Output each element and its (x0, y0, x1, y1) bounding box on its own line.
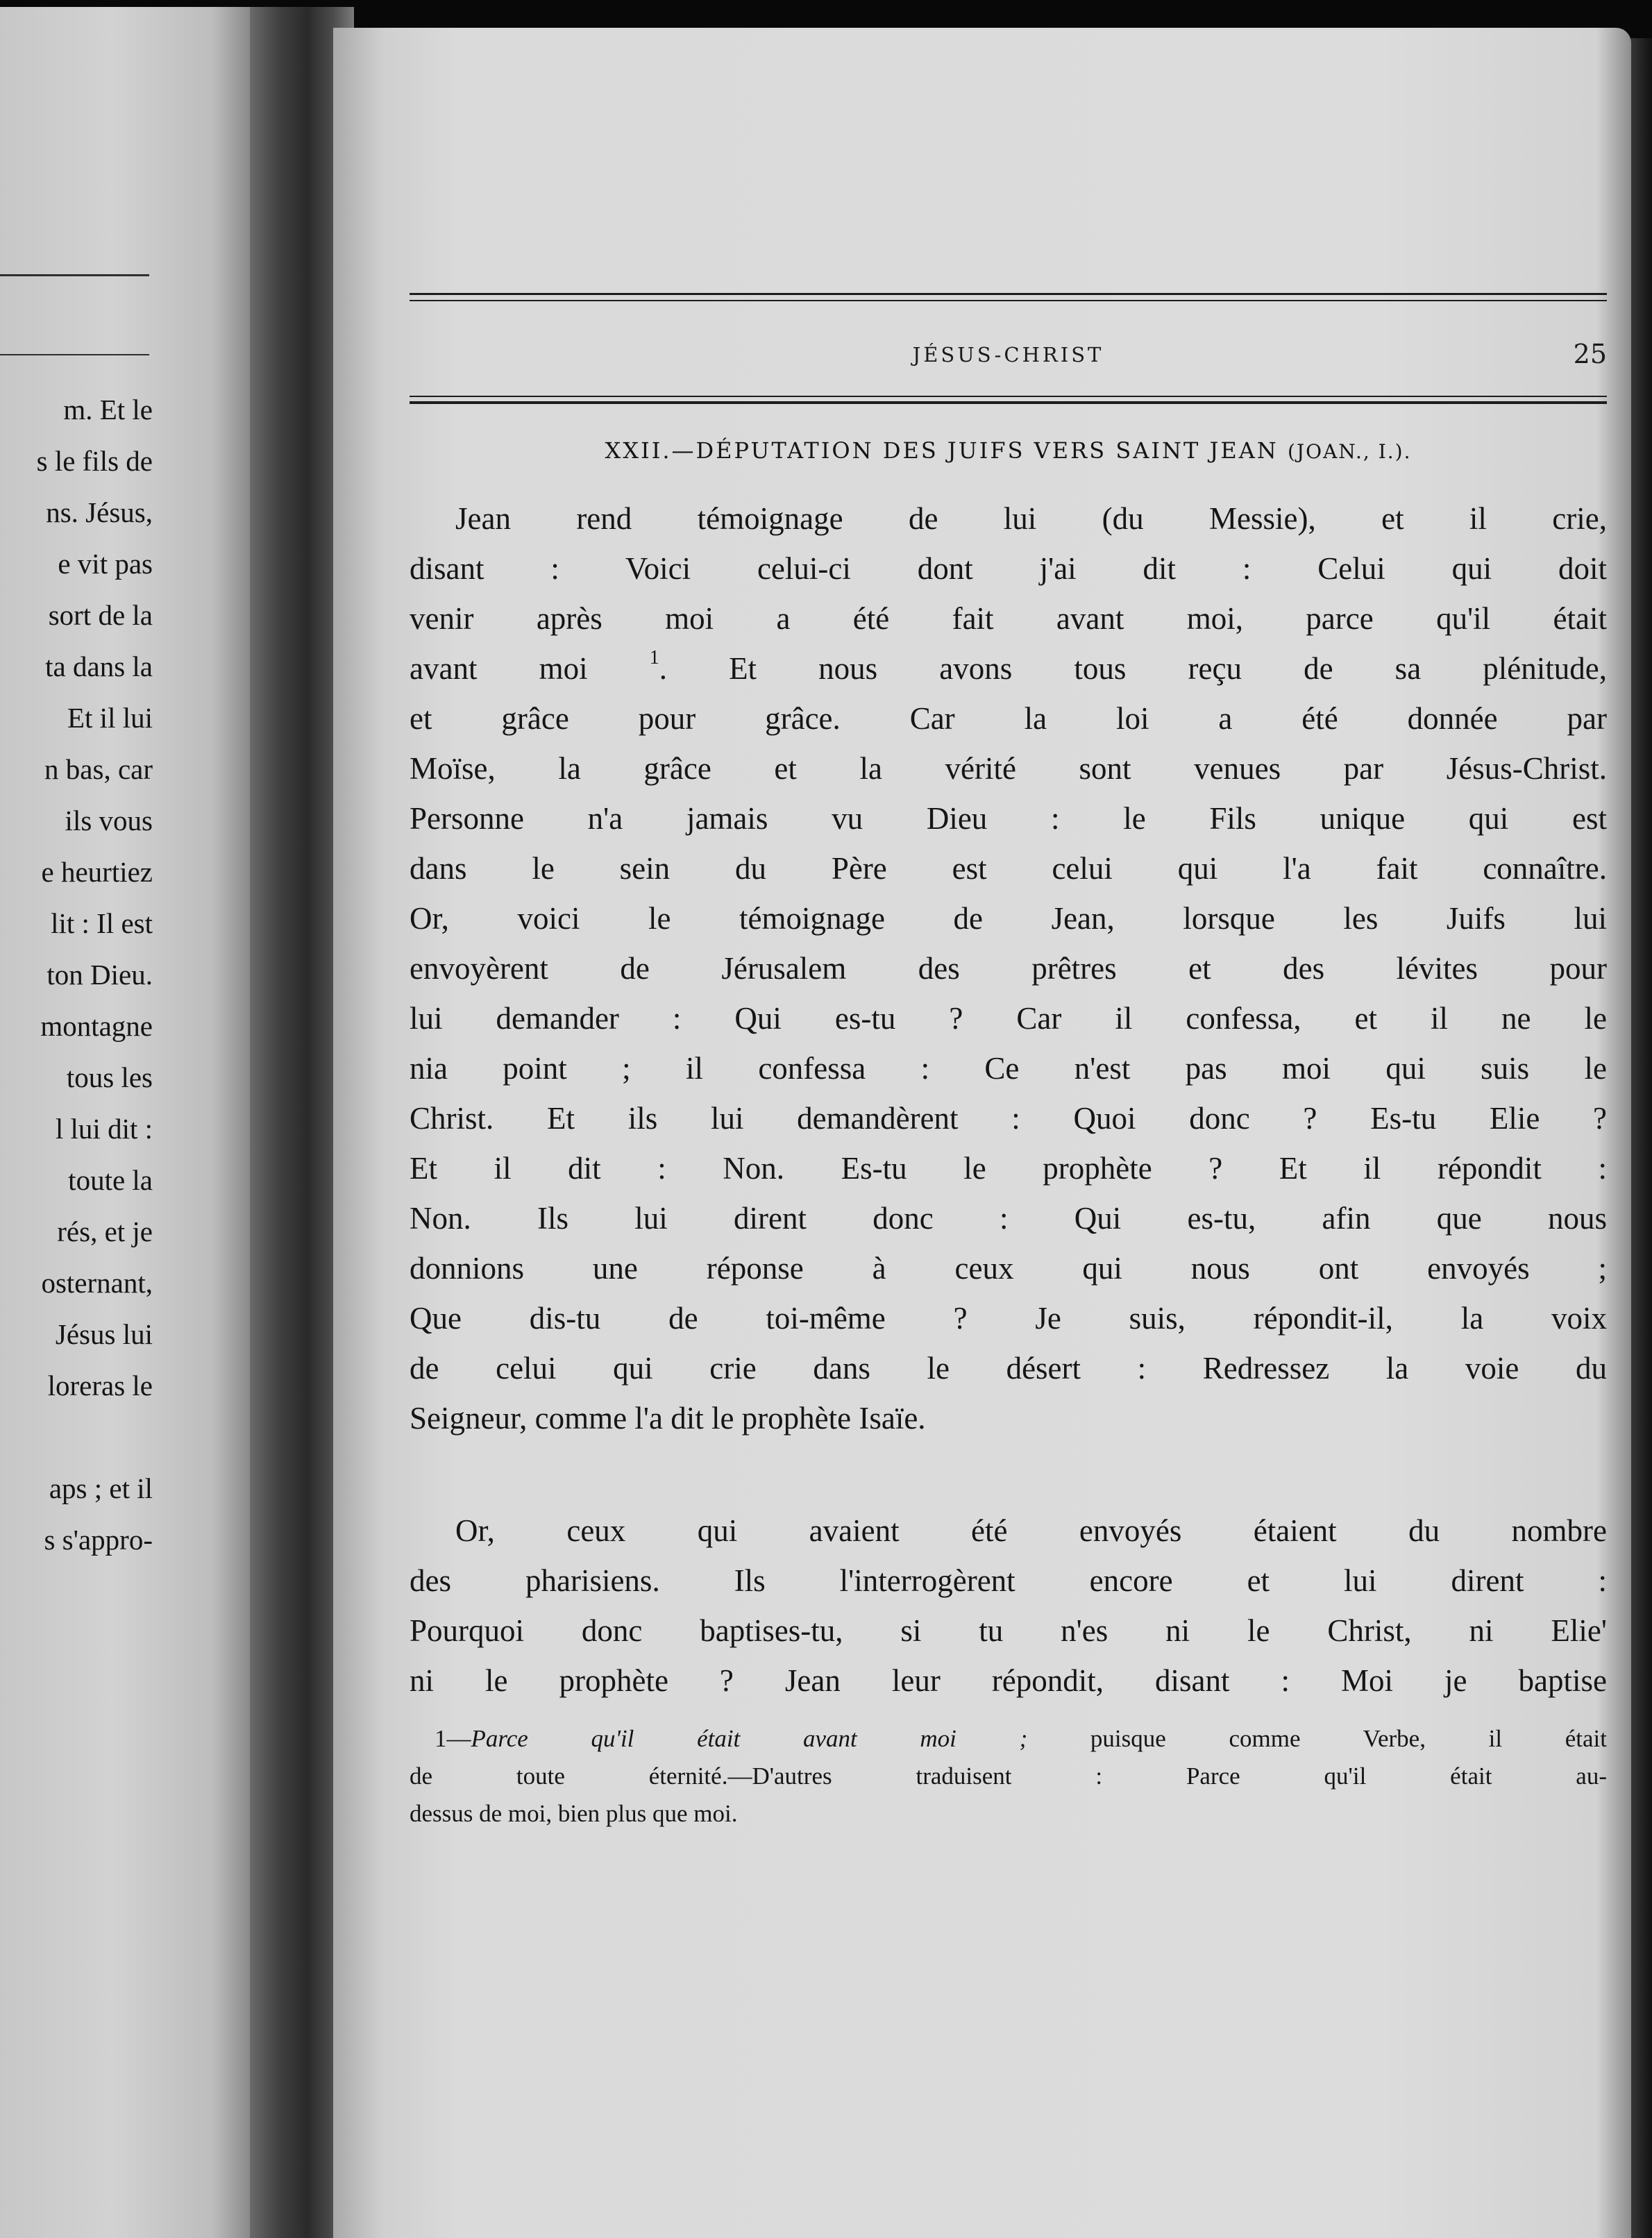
line-start: avant moi (410, 651, 588, 686)
left-page-line: s le fils de (36, 445, 153, 477)
paragraph-1-line: de celui qui crie dans le désert : Redressez la voie du (410, 1351, 1607, 1386)
paragraph-1-line: Seigneur, comme l'a dit le prophète Isaïe. (410, 1401, 926, 1436)
left-page-line: toute la (68, 1164, 153, 1196)
paragraph-2-line: Pourquoi donc baptises-tu, si tu n'es ni le Christ, ni Elie' (410, 1613, 1607, 1648)
left-page-line: ton Dieu. (47, 959, 153, 991)
running-head (410, 339, 1607, 380)
left-page-line: sort de la (48, 599, 153, 631)
left-page-line: m. Et le (63, 396, 153, 426)
left-page-text (0, 396, 250, 1992)
left-page-line: loreras le (47, 1370, 153, 1402)
paragraph-1-line: Que dis-tu de toi-même ? Je suis, répondit-il, la voix (410, 1301, 1607, 1336)
left-page-line: rés, et je (57, 1215, 153, 1247)
right-page (333, 28, 1631, 2238)
footnote-number: 1— (435, 1725, 471, 1752)
paragraph-1-line: et grâce pour grâce. Car la loi a été donnée par (410, 701, 1607, 736)
page-number: 25 (1573, 339, 1607, 369)
left-page-line: lit : Il est (51, 907, 153, 939)
paragraph-1-line: lui demander : Qui es-tu ? Car il confessa, et il ne le (410, 1001, 1607, 1036)
header-rule-bottom (410, 401, 1607, 404)
section-title-text: XXII.—DÉPUTATION DES JUIFS VERS SAINT JEAN (605, 437, 1279, 464)
left-page-line: osternant, (41, 1267, 153, 1299)
footnote-line (410, 1720, 1607, 1758)
paragraph-1-line (410, 644, 1607, 693)
paragraph-2-line: Or, ceux qui avaient été envoyés étaient du nombre (455, 1513, 1607, 1548)
left-page-line: ils vous (65, 805, 153, 836)
section-reference: (JOAN., I.). (1287, 440, 1412, 463)
paragraph-1-line: disant : Voici celui-ci dont j'ai dit : Celui qui doit (410, 551, 1607, 586)
paragraph-1-line: venir après moi a été fait avant moi, parce qu'il était (410, 601, 1607, 636)
paragraph-1-line: Moïse, la grâce et la vérité sont venues par Jésus-Christ. (410, 751, 1607, 786)
left-page-line: ta dans la (45, 650, 153, 682)
left-page-line: aps ; et il (49, 1472, 153, 1504)
paragraph-1-line: Jean rend témoignage de lui (du Messie), et il crie, (455, 501, 1607, 536)
paragraph-2-line: ni le prophète ? Jean leur répondit, disant : Moi je baptise (410, 1663, 1607, 1698)
left-page-line: Jésus lui (55, 1318, 153, 1350)
paragraph-1-line: nia point ; il confessa : Ce n'est pas moi qui suis le (410, 1051, 1607, 1086)
left-page-rule-bottom (0, 354, 149, 355)
left-page-line: tous les (66, 1061, 153, 1093)
paragraph-1-line: dans le sein du Père est celui qui l'a fait connaître. (410, 851, 1607, 886)
left-page-line: e heurtiez (41, 856, 153, 888)
paragraph-1-line: Et il dit : Non. Es-tu le prophète ? Et il répondit : (410, 1151, 1607, 1186)
paragraph-1-line: Personne n'a jamais vu Dieu : le Fils unique qui est (410, 801, 1607, 836)
footnote-quote: Parce qu'il était avant moi ; (471, 1725, 1028, 1752)
header-rule-top (410, 293, 1607, 295)
line-end: . Et nous avons tous reçu de sa plénitude, (659, 651, 1607, 686)
left-page-line: s s'appro- (44, 1524, 153, 1556)
paragraph-1-line: Non. Ils lui dirent donc : Qui es-tu, afin que nous (410, 1201, 1607, 1236)
left-page-line: l lui dit : (55, 1113, 153, 1145)
running-head-title: JÉSUS-CHRIST (912, 343, 1104, 367)
paragraph-1-line: Christ. Et ils lui demandèrent : Quoi donc ? Es-tu Elie ? (410, 1101, 1607, 1136)
section-title (410, 437, 1607, 464)
footnote-marker: 1 (649, 647, 659, 668)
footnote-line: de toute éternité.—D'autres traduisent : Parce qu'il était au- (410, 1762, 1607, 1790)
left-page-line: Et il lui (67, 702, 153, 734)
header-rule-bottom-thin (410, 396, 1607, 397)
left-page-line: n bas, car (44, 753, 153, 785)
left-page-line: e vit pas (58, 548, 153, 580)
paragraph-1-line: envoyèrent de Jérusalem des prêtres et des lévites pour (410, 951, 1607, 986)
left-facing-page (0, 7, 250, 2238)
left-page-rule-top (0, 274, 149, 276)
footnote-line-end: puisque comme Verbe, il était (1027, 1725, 1607, 1752)
page-edge (1628, 38, 1652, 2238)
paragraph-1-line: donnions une réponse à ceux qui nous ont envoyés ; (410, 1251, 1607, 1286)
paragraph-1-line: Or, voici le témoignage de Jean, lorsque les Juifs lui (410, 901, 1607, 936)
footnote-line: dessus de moi, bien plus que moi. (410, 1800, 738, 1827)
left-page-line: ns. Jésus, (46, 496, 153, 528)
paragraph-2-line: des pharisiens. Ils l'interrogèrent encore et lui dirent : (410, 1563, 1607, 1598)
left-page-line: montagne (40, 1010, 153, 1042)
header-rule-top-thin (410, 300, 1607, 301)
